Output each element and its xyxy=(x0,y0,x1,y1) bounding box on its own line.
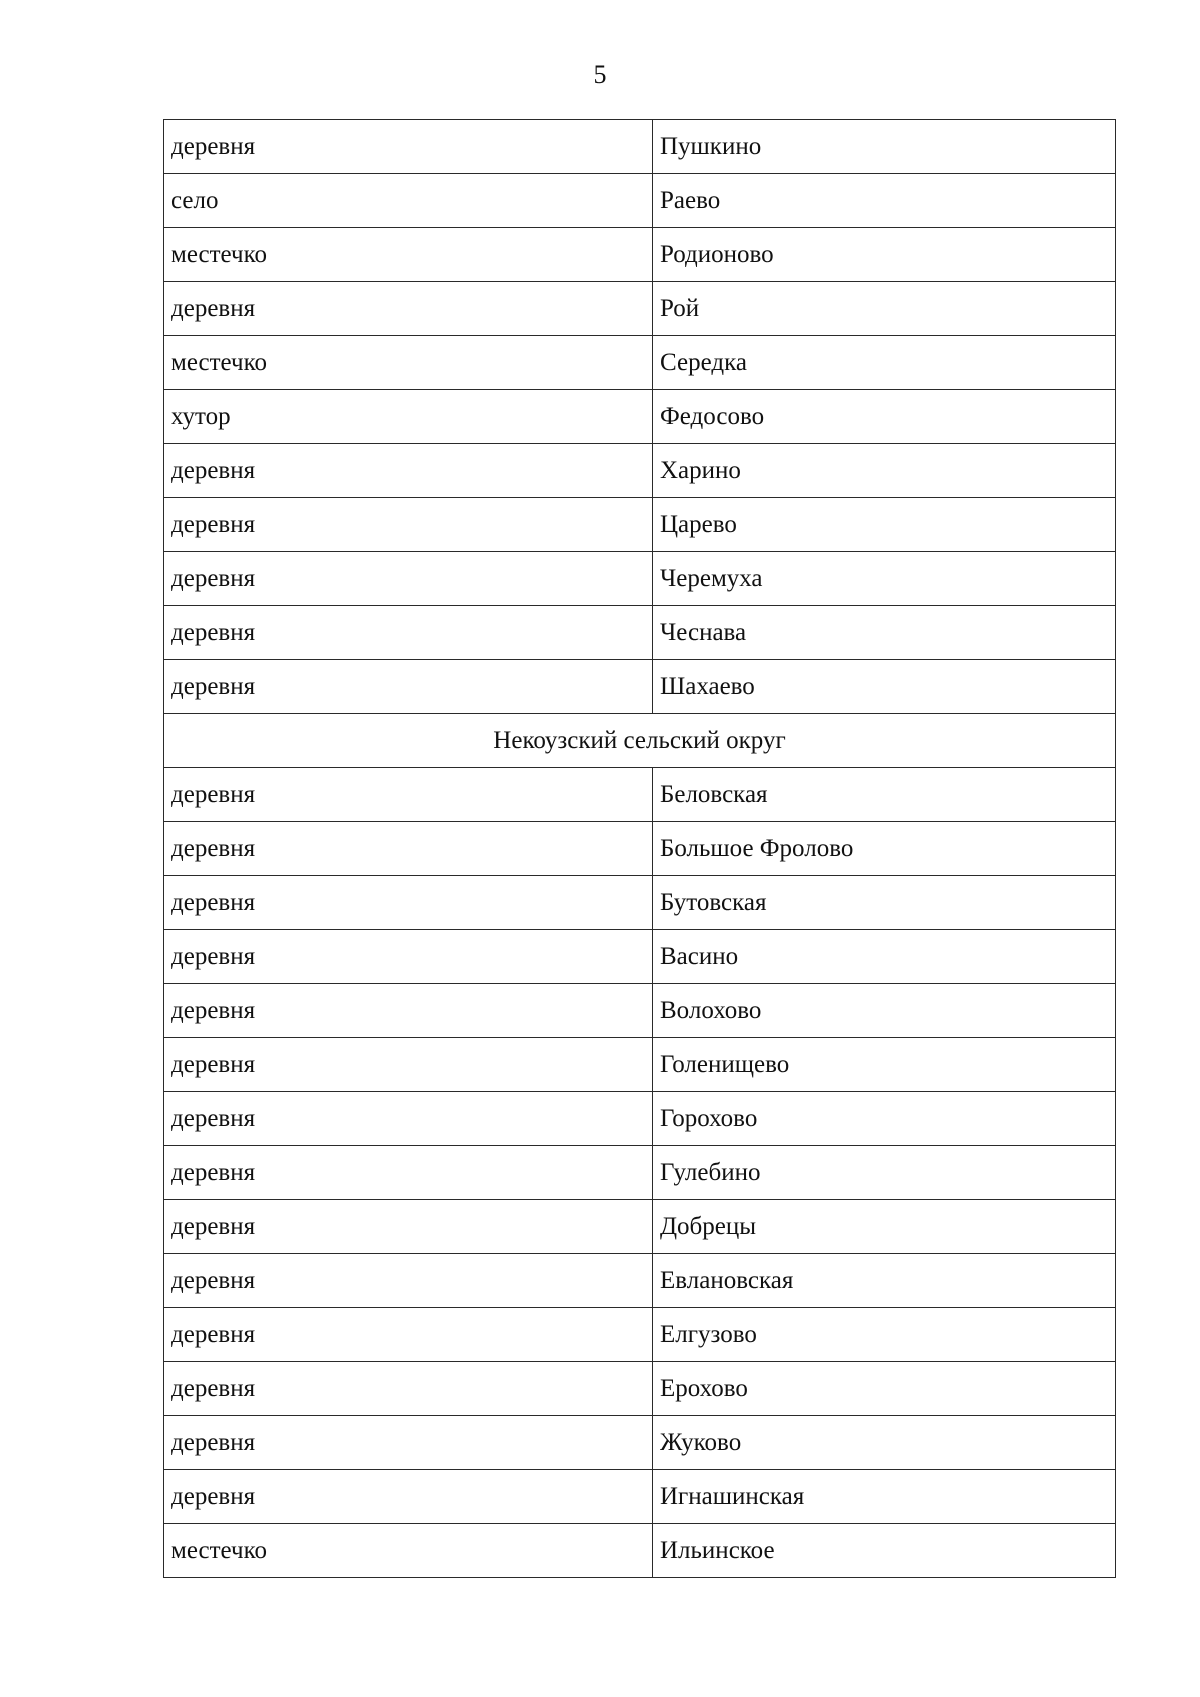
settlement-type-cell: деревня xyxy=(164,1308,653,1362)
table-row xyxy=(164,876,1116,930)
settlement-type-cell: деревня xyxy=(164,1416,653,1470)
table-row xyxy=(164,1146,1116,1200)
settlement-type-cell: деревня xyxy=(164,282,653,336)
settlement-type-cell: хутор xyxy=(164,390,653,444)
table-row xyxy=(164,444,1116,498)
settlement-name-cell: Евлановская xyxy=(653,1254,1116,1308)
table-row xyxy=(164,498,1116,552)
settlement-type-cell: деревня xyxy=(164,1470,653,1524)
settlement-name-cell: Пушкино xyxy=(653,120,1116,174)
table-row xyxy=(164,1308,1116,1362)
settlement-name-cell: Большое Фролово xyxy=(653,822,1116,876)
settlement-name-cell: Царево xyxy=(653,498,1116,552)
table-row xyxy=(164,1038,1116,1092)
settlement-type-cell: деревня xyxy=(164,1038,653,1092)
settlement-type-cell: деревня xyxy=(164,660,653,714)
table-row xyxy=(164,1362,1116,1416)
settlement-type-cell: деревня xyxy=(164,876,653,930)
settlement-type-cell: деревня xyxy=(164,606,653,660)
page-number: 5 xyxy=(593,60,607,89)
settlement-name-cell: Игнашинская xyxy=(653,1470,1116,1524)
settlement-name-cell: Харино xyxy=(653,444,1116,498)
settlement-type-cell: местечко xyxy=(164,1524,653,1578)
settlement-name-cell: Горохово xyxy=(653,1092,1116,1146)
table-row xyxy=(164,768,1116,822)
settlement-name-cell: Волохово xyxy=(653,984,1116,1038)
settlement-type-cell: деревня xyxy=(164,984,653,1038)
settlement-name-cell: Бутовская xyxy=(653,876,1116,930)
settlement-name-cell: Гулебино xyxy=(653,1146,1116,1200)
section-header-row xyxy=(164,714,1116,768)
settlement-name-cell: Черемуха xyxy=(653,552,1116,606)
settlement-type-cell: местечко xyxy=(164,228,653,282)
table-row xyxy=(164,336,1116,390)
settlement-name-cell: Середка xyxy=(653,336,1116,390)
settlements-table-body xyxy=(164,120,1116,1578)
table-row xyxy=(164,282,1116,336)
settlement-type-cell: деревня xyxy=(164,930,653,984)
table-row xyxy=(164,1416,1116,1470)
settlement-type-cell: деревня xyxy=(164,1092,653,1146)
table-row xyxy=(164,120,1116,174)
table-row xyxy=(164,1200,1116,1254)
settlement-name-cell: Чеснава xyxy=(653,606,1116,660)
settlement-name-cell: Добрецы xyxy=(653,1200,1116,1254)
settlement-name-cell: Ерохово xyxy=(653,1362,1116,1416)
table-row xyxy=(164,552,1116,606)
table-row xyxy=(164,1092,1116,1146)
settlement-name-cell: Васино xyxy=(653,930,1116,984)
settlement-name-cell: Раево xyxy=(653,174,1116,228)
settlement-type-cell: деревня xyxy=(164,444,653,498)
settlement-type-cell: местечко xyxy=(164,336,653,390)
settlement-type-cell: деревня xyxy=(164,498,653,552)
settlement-type-cell: деревня xyxy=(164,1362,653,1416)
table-row xyxy=(164,984,1116,1038)
settlement-type-cell: деревня xyxy=(164,1200,653,1254)
table-row xyxy=(164,174,1116,228)
settlement-type-cell: деревня xyxy=(164,552,653,606)
settlements-table xyxy=(163,119,1116,1578)
settlement-name-cell: Федосово xyxy=(653,390,1116,444)
section-title: Некоузский сельский округ xyxy=(164,714,1116,768)
table-row xyxy=(164,1254,1116,1308)
table-row xyxy=(164,228,1116,282)
table-row xyxy=(164,822,1116,876)
settlement-name-cell: Беловская xyxy=(653,768,1116,822)
settlement-name-cell: Шахаево xyxy=(653,660,1116,714)
settlement-name-cell: Голенищево xyxy=(653,1038,1116,1092)
table-row xyxy=(164,390,1116,444)
settlement-type-cell: деревня xyxy=(164,1146,653,1200)
table-row xyxy=(164,660,1116,714)
table-row xyxy=(164,930,1116,984)
settlement-name-cell: Рой xyxy=(653,282,1116,336)
settlement-type-cell: деревня xyxy=(164,822,653,876)
settlement-name-cell: Родионово xyxy=(653,228,1116,282)
settlement-name-cell: Ильинское xyxy=(653,1524,1116,1578)
settlement-type-cell: деревня xyxy=(164,1254,653,1308)
table-row xyxy=(164,1524,1116,1578)
settlement-type-cell: село xyxy=(164,174,653,228)
table-row xyxy=(164,1470,1116,1524)
table-row xyxy=(164,606,1116,660)
settlement-name-cell: Елгузово xyxy=(653,1308,1116,1362)
settlement-type-cell: деревня xyxy=(164,120,653,174)
settlement-name-cell: Жуково xyxy=(653,1416,1116,1470)
settlement-type-cell: деревня xyxy=(164,768,653,822)
